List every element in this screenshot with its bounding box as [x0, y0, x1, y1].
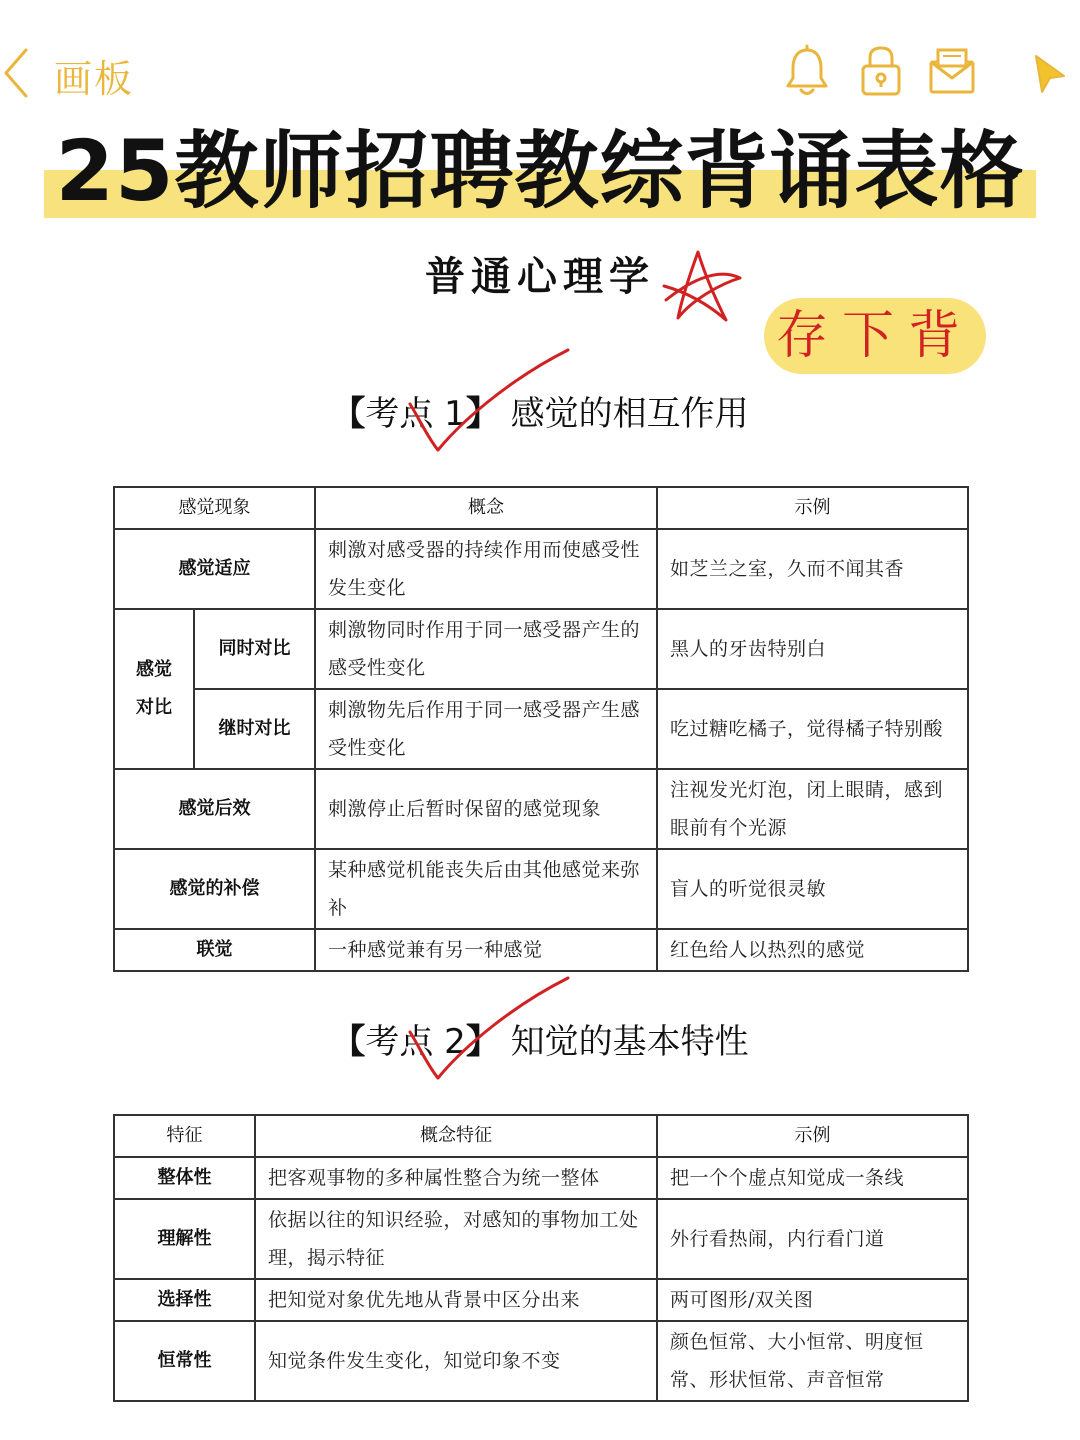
row-concept: 刺激物先后作用于同一感受器产生感受性变化 — [315, 689, 657, 769]
row-example: 如芝兰之室，久而不闻其香 — [657, 529, 968, 609]
top-navbar — [0, 0, 1080, 120]
section1-label: 考点 1 — [365, 394, 466, 434]
row-name: 联觉 — [114, 929, 315, 971]
table-row — [114, 769, 968, 849]
row-concept: 把知觉对象优先地从背景中区分出来 — [255, 1279, 657, 1321]
row-example: 盲人的听觉很灵敏 — [657, 849, 968, 929]
table-sensation-interaction — [113, 486, 969, 972]
table-header-row — [114, 487, 968, 529]
table-row — [114, 529, 968, 609]
row-name: 整体性 — [114, 1157, 255, 1199]
row-example: 外行看热闹，内行看门道 — [657, 1199, 968, 1279]
section1-heading — [0, 390, 1080, 438]
row-concept: 刺激物同时作用于同一感受器产生的感受性变化 — [315, 609, 657, 689]
back-button[interactable] — [2, 46, 42, 100]
row-concept: 刺激对感受器的持续作用而使感受性发生变化 — [315, 529, 657, 609]
row-name: 恒常性 — [114, 1321, 255, 1401]
row-concept: 刺激停止后暂时保留的感觉现象 — [315, 769, 657, 849]
row-example: 两可图形/双关图 — [657, 1279, 968, 1321]
row-example: 黑人的牙齿特别白 — [657, 609, 968, 689]
table-row — [114, 1199, 968, 1279]
table-row — [114, 609, 968, 689]
subtitle: 普通心理学 — [425, 254, 655, 300]
table-row — [114, 1321, 968, 1401]
row-example: 吃过糖吃橘子，觉得橘子特别酸 — [657, 689, 968, 769]
nav-title: 画板 — [54, 57, 135, 101]
section2-open-bracket: 【 — [331, 1022, 366, 1062]
row-name: 感觉的补偿 — [114, 849, 315, 929]
section1-open-bracket: 【 — [331, 394, 366, 434]
table-row — [114, 1157, 968, 1199]
table-row — [114, 1279, 968, 1321]
header-cell: 概念 — [315, 487, 657, 529]
row-example: 把一个个虚点知觉成一条线 — [657, 1157, 968, 1199]
section2-title: 知觉的基本特性 — [510, 1022, 749, 1062]
section1-close-bracket: 】 — [465, 394, 500, 434]
row-concept: 知觉条件发生变化，知觉印象不变 — [255, 1321, 657, 1401]
row-concept: 一种感觉兼有另一种感觉 — [315, 929, 657, 971]
bell-icon[interactable] — [784, 44, 830, 98]
row-name: 感觉后效 — [114, 769, 315, 849]
header-cell: 特征 — [114, 1115, 255, 1157]
headline-section — [0, 118, 1080, 228]
section2-label: 考点 2 — [365, 1022, 466, 1062]
save-sticker — [764, 298, 986, 374]
table-row — [114, 689, 968, 769]
row-concept: 依据以往的知识经验，对感知的事物加工处理，揭示特征 — [255, 1199, 657, 1279]
header-cell: 感觉现象 — [114, 487, 315, 529]
row-name: 同时对比 — [194, 609, 315, 689]
row-example: 红色给人以热烈的感觉 — [657, 929, 968, 971]
header-cell: 示例 — [657, 487, 968, 529]
row-concept: 把客观事物的多种属性整合为统一整体 — [255, 1157, 657, 1199]
section1-title: 感觉的相互作用 — [510, 394, 749, 434]
row-name: 感觉适应 — [114, 529, 315, 609]
row-group-name: 感觉对比 — [114, 609, 194, 769]
row-name: 选择性 — [114, 1279, 255, 1321]
row-concept: 某种感觉机能丧失后由其他感觉来弥补 — [315, 849, 657, 929]
table-perception-properties — [113, 1114, 969, 1402]
header-cell: 示例 — [657, 1115, 968, 1157]
cursor-arrow-icon[interactable] — [1030, 52, 1070, 96]
section2-heading — [0, 1018, 1080, 1066]
row-name: 理解性 — [114, 1199, 255, 1279]
row-example: 注视发光灯泡，闭上眼睛，感到眼前有个光源 — [657, 769, 968, 849]
lock-icon[interactable] — [860, 44, 902, 98]
header-cell: 概念特征 — [255, 1115, 657, 1157]
table-header-row — [114, 1115, 968, 1157]
table-row — [114, 929, 968, 971]
section2-close-bracket: 】 — [465, 1022, 500, 1062]
row-example: 颜色恒常、大小恒常、明度恒常、形状恒常、声音恒常 — [657, 1321, 968, 1401]
sticker-text: 存下背 — [775, 306, 974, 366]
row-name: 继时对比 — [194, 689, 315, 769]
table-row — [114, 849, 968, 929]
chevron-left-icon — [2, 46, 42, 100]
page-title: 25教师招聘教综背诵表格 — [55, 122, 1025, 220]
mail-icon[interactable] — [928, 44, 976, 98]
